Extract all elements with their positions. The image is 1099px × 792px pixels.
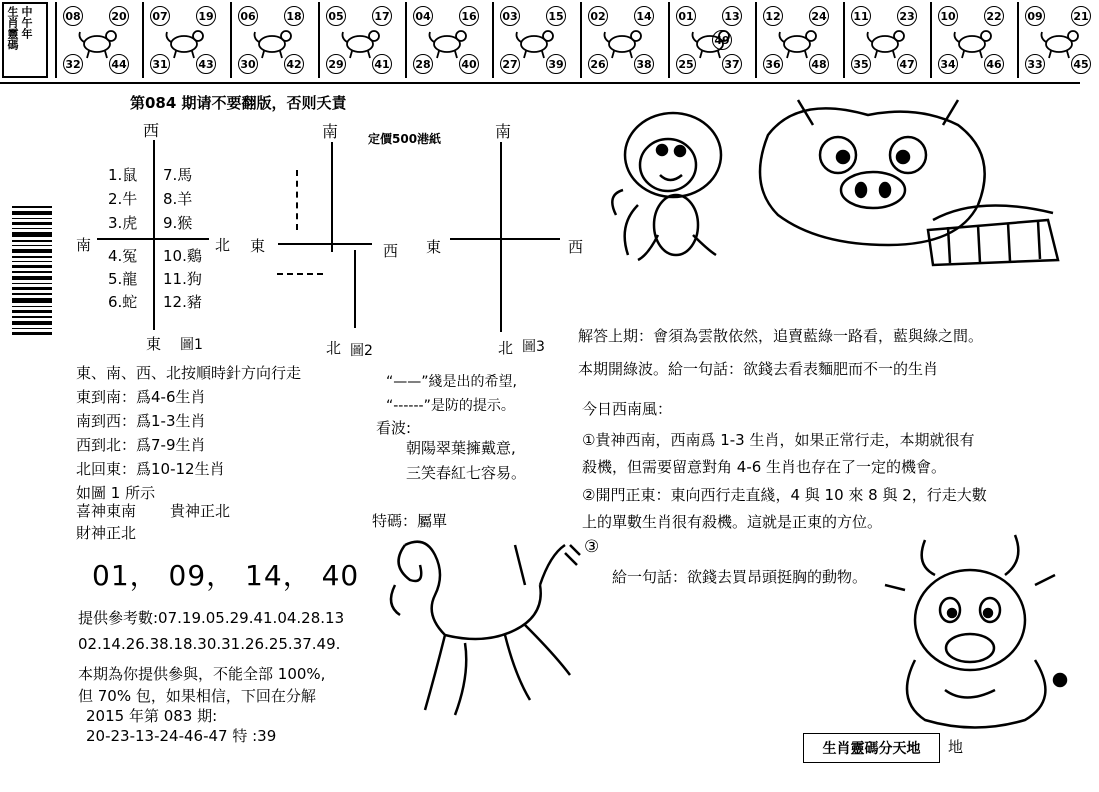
zodiac-number: 03 <box>500 6 520 26</box>
zodiac-number: 29 <box>326 54 346 74</box>
legend-solid: “——”綫是出的希望, <box>386 374 517 390</box>
zodiac-number: 30 <box>238 54 258 74</box>
barcode <box>12 206 62 346</box>
fig3-caption: 圖3 <box>522 339 545 355</box>
para-1b: 殺機，但需要留意對角 4-6 生肖也存在了一定的機會。 <box>582 458 947 476</box>
fig2-dash-h <box>277 273 323 275</box>
zodiac-number: 24 <box>809 6 829 26</box>
zodiac-number: 19 <box>196 6 216 26</box>
zodiac-number: 48 <box>809 54 829 74</box>
zodiac-number: 41 <box>372 54 392 74</box>
horse-icon <box>600 20 646 60</box>
fig2-dash-v <box>296 170 298 230</box>
fig1-left-item: 1.鼠 <box>108 166 138 184</box>
rule-item: 東到南：爲4-6生肖 <box>76 388 206 406</box>
fig2-north: 北 <box>326 339 342 357</box>
zodiac-cell <box>55 2 137 78</box>
rule-item: 北回東：爲10-12生肖 <box>76 460 225 478</box>
phrase-animal: 給一句話：欲錢去買昂頭挺胸的動物。 <box>612 568 868 586</box>
zodiac-cell <box>230 2 312 78</box>
zodiac-number: 35 <box>851 54 871 74</box>
fig1-left-item: 5.龍 <box>108 270 138 288</box>
zodiac-number-extra: 49 <box>712 30 732 50</box>
god-xi: 喜神東南 <box>76 502 137 520</box>
fig1-right-item: 12.豬 <box>163 293 202 311</box>
zodiac-number: 39 <box>546 54 566 74</box>
wave-label: 看波: <box>376 419 412 437</box>
zodiac-number: 12 <box>763 6 783 26</box>
zodiac-number: 47 <box>897 54 917 74</box>
zodiac-number: 37 <box>722 54 742 74</box>
note-line-1: 本期為你提供參與，不能全部 100%, <box>78 665 326 683</box>
tiger-icon <box>250 20 296 60</box>
slogan-box: 生肖靈碼分天地 <box>803 733 940 763</box>
wave-poem-1: 朝陽翠葉擁戴意, <box>406 439 516 457</box>
fig1-west: 西 <box>143 121 160 140</box>
fig3-hline <box>450 238 560 240</box>
zodiac-number: 07 <box>150 6 170 26</box>
circle-3: ③ <box>584 537 600 557</box>
pig-icon <box>1037 20 1083 60</box>
main-numbers: 01， 09， 14， 40 <box>92 559 360 592</box>
fig1-east: 東 <box>146 335 162 353</box>
zodiac-number: 42 <box>284 54 304 74</box>
dog-icon <box>950 20 996 60</box>
as-figure: 如圖 1 所示 <box>76 484 156 502</box>
zodiac-cell <box>1017 2 1099 78</box>
fig3-north: 北 <box>498 339 514 357</box>
cow-illustration <box>885 530 1075 735</box>
zodiac-number: 11 <box>851 6 871 26</box>
zodiac-strip <box>0 0 1089 84</box>
zodiac-cell <box>492 2 574 78</box>
fig1-left-item: 6.蛇 <box>108 293 138 311</box>
special-code: 特碼：屬單 <box>372 512 448 530</box>
issue-notice: 第084 期请不要翻版，否则夭責 <box>130 94 347 112</box>
fig2-west: 西 <box>383 242 399 260</box>
zodiac-number: 33 <box>1025 54 1045 74</box>
logo-right-text: 中午年 <box>20 6 33 39</box>
zodiac-cell <box>318 2 400 78</box>
logo-left-text: 生肖靈碼 <box>6 6 19 50</box>
wave-poem-2: 三笑春紅七容易。 <box>406 464 527 482</box>
zodiac-number: 20 <box>109 6 129 26</box>
snake-icon <box>512 20 558 60</box>
zodiac-cell <box>930 2 1012 78</box>
fig1-right-item: 10.鷄 <box>163 247 202 265</box>
ref-line-1: 提供參考數:07.19.05.29.41.04.28.13 <box>78 609 345 627</box>
rule-item: 西到北：爲7-9生肖 <box>76 436 206 454</box>
zodiac-cell <box>755 2 837 78</box>
fig2-south: 南 <box>322 122 339 141</box>
note-line-4: 20-23-13-24-46-47 特 :39 <box>86 727 277 745</box>
para-2b: 上的單數生肖很有殺機。這就是正東的方位。 <box>582 513 883 531</box>
goat-icon <box>688 20 734 60</box>
zodiac-number: 16 <box>459 6 479 26</box>
price-tag: 定價500港紙 <box>368 132 442 146</box>
fig1-hline <box>97 238 209 240</box>
zodiac-number: 05 <box>326 6 346 26</box>
fig3-south: 南 <box>495 122 512 141</box>
fig2-east: 東 <box>250 237 266 255</box>
zodiac-number: 02 <box>588 6 608 26</box>
fig1-left-item: 4.冤 <box>108 247 138 265</box>
zodiac-number: 38 <box>634 54 654 74</box>
fig2-caption: 圖2 <box>350 343 373 359</box>
para-2a: ②開門正東：東向西行走直綫，4 與 10 來 8 與 2，行走大數 <box>582 486 987 504</box>
god-gui: 貴神正北 <box>170 502 231 520</box>
fig1-right-item: 11.狗 <box>163 270 202 288</box>
fig2-vline-upper <box>331 142 333 252</box>
ref-line-2: 02.14.26.38.18.30.31.26.25.37.49. <box>78 635 341 653</box>
slogan-tail: 地 <box>948 738 964 756</box>
zodiac-number: 32 <box>63 54 83 74</box>
ox-icon <box>162 20 208 60</box>
fig1-north: 北 <box>215 236 231 254</box>
zodiac-number: 13 <box>722 6 742 26</box>
fig1-right-item: 7.馬 <box>163 166 193 184</box>
fig1-right-item: 9.猴 <box>163 214 193 232</box>
zodiac-number: 22 <box>984 6 1004 26</box>
zodiac-number: 06 <box>238 6 258 26</box>
zodiac-number: 44 <box>109 54 129 74</box>
zodiac-cell <box>668 2 750 78</box>
fig1-vline <box>153 140 155 330</box>
zodiac-number: 18 <box>284 6 304 26</box>
note-line-2: 但 70% 包，如果相信，下回在分解 <box>78 687 316 705</box>
hint-green-wave: 本期開綠波。給一句話：欲錢去看表麵肥而不一的生肖 <box>578 360 939 378</box>
zodiac-number: 14 <box>634 6 654 26</box>
zodiac-number: 25 <box>676 54 696 74</box>
para-1a: ①貴神西南，西南爲 1-3 生肖，如果正常行走，本期就很有 <box>582 431 975 449</box>
zodiac-number: 27 <box>500 54 520 74</box>
rat-icon <box>75 20 121 60</box>
fig1-right-item: 8.羊 <box>163 190 193 208</box>
fig2-hline <box>278 243 372 245</box>
legend-dashed: “------”是防的提示。 <box>386 398 515 414</box>
horse-illustration <box>365 525 585 725</box>
fig1-left-item: 3.虎 <box>108 214 138 232</box>
zodiac-number: 09 <box>1025 6 1045 26</box>
zodiac-number: 45 <box>1071 54 1091 74</box>
fig2-vline-lower <box>354 250 356 328</box>
rules-title: 東、南、西、北按順時針方向行走 <box>76 364 302 382</box>
god-cai: 財神正北 <box>76 524 137 542</box>
zodiac-cell <box>405 2 487 78</box>
zodiac-number: 46 <box>984 54 1004 74</box>
zodiac-cell <box>580 2 662 78</box>
zodiac-number: 31 <box>150 54 170 74</box>
fig1-south: 南 <box>76 236 92 254</box>
zodiac-number: 40 <box>459 54 479 74</box>
zodiac-number: 17 <box>372 6 392 26</box>
note-line-3: 2015 年第 083 期: <box>86 707 218 725</box>
zodiac-number: 43 <box>196 54 216 74</box>
monkey-icon <box>775 20 821 60</box>
answer-last-issue: 解答上期：會須為雲散依然，追賣藍綠一路看，藍與綠之間。 <box>578 327 984 345</box>
brand-logo <box>2 2 48 78</box>
zodiac-cell <box>843 2 925 78</box>
zodiac-number: 04 <box>413 6 433 26</box>
fig3-vline <box>500 142 502 332</box>
rooster-icon <box>863 20 909 60</box>
zodiac-number: 10 <box>938 6 958 26</box>
zodiac-number: 01 <box>676 6 696 26</box>
zodiac-number: 36 <box>763 54 783 74</box>
rabbit-icon <box>338 20 384 60</box>
fig3-east: 東 <box>426 238 442 256</box>
zodiac-cell <box>142 2 224 78</box>
dragon-icon <box>425 20 471 60</box>
monkey-pig-illustration <box>598 95 1068 265</box>
fig1-caption: 圖1 <box>180 337 203 353</box>
fig3-west: 西 <box>568 238 584 256</box>
wind-direction: 今日西南風： <box>582 400 673 418</box>
zodiac-number: 15 <box>546 6 566 26</box>
fig1-left-item: 2.牛 <box>108 190 138 208</box>
zodiac-number: 08 <box>63 6 83 26</box>
zodiac-number: 21 <box>1071 6 1091 26</box>
zodiac-number: 26 <box>588 54 608 74</box>
rule-item: 南到西：爲1-3生肖 <box>76 412 206 430</box>
zodiac-number: 23 <box>897 6 917 26</box>
zodiac-number: 34 <box>938 54 958 74</box>
zodiac-number: 28 <box>413 54 433 74</box>
